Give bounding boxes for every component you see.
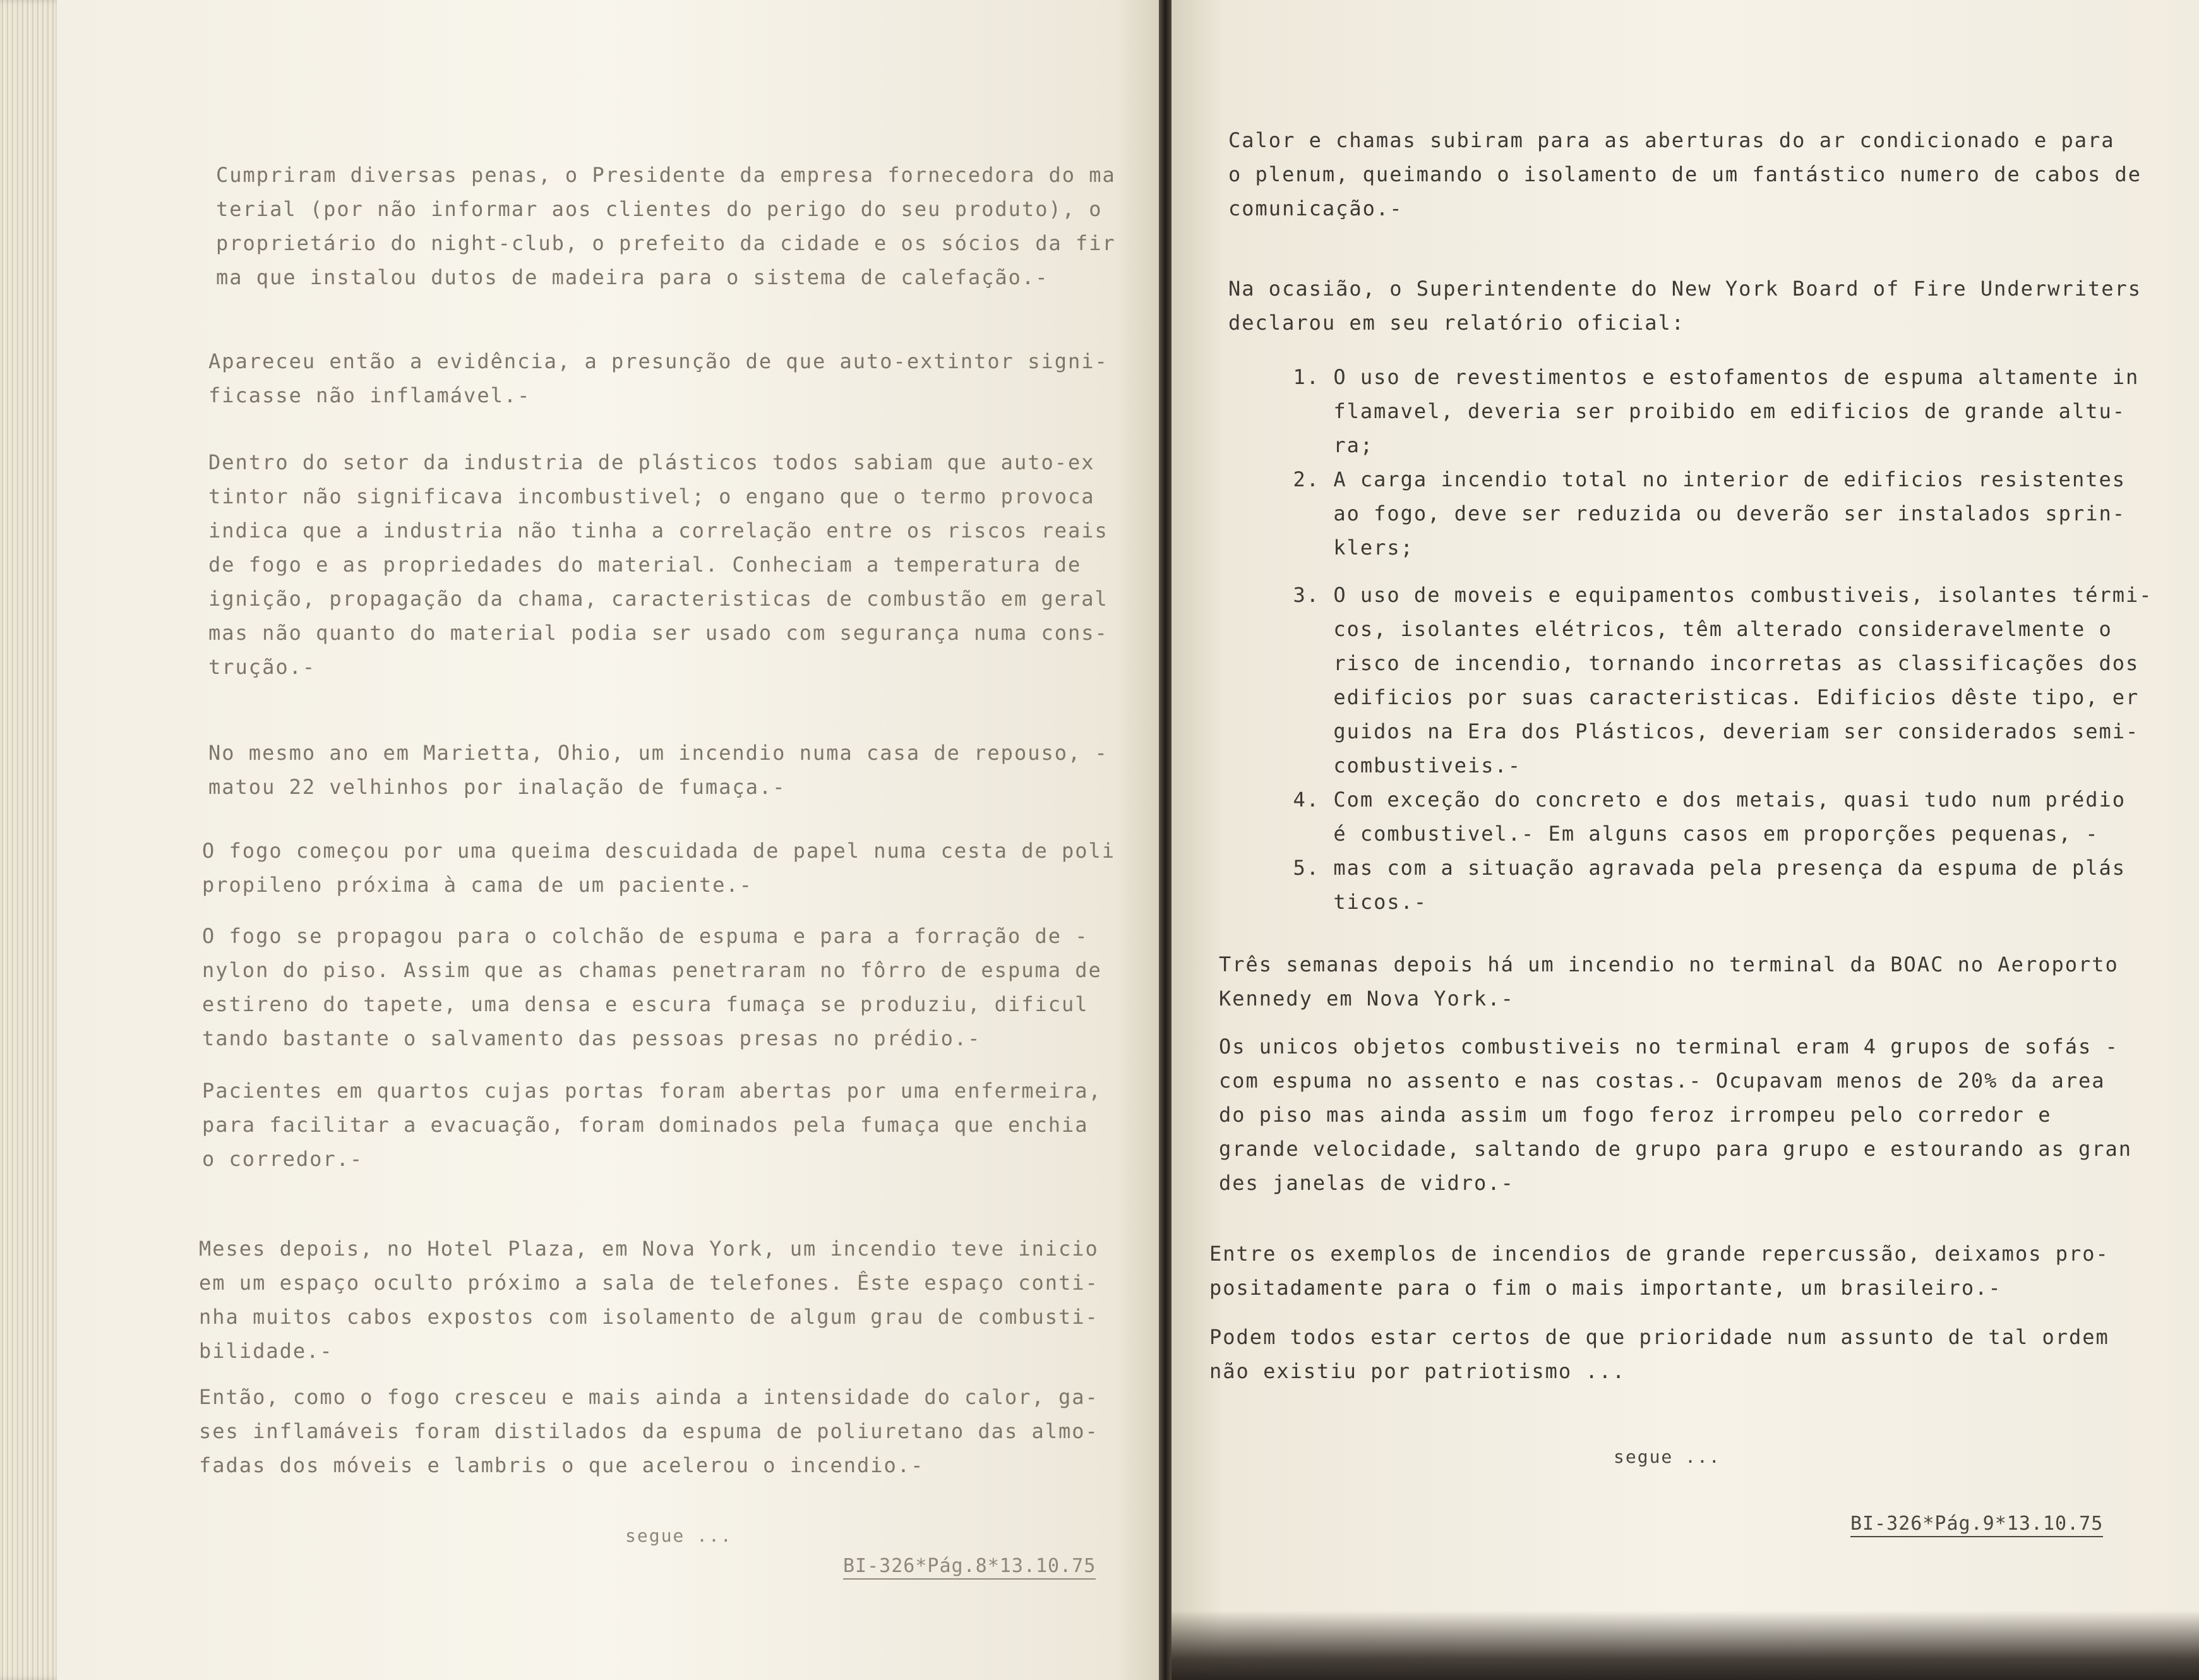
left-paragraph-7: Pacientes em quartos cujas portas foram abertas por uma enfermeira, para facilitar a evacuação, foram dominados pela fumaça que enchia o corredor.- bbox=[202, 1079, 1102, 1171]
right-paragraph-1: Calor e chamas subiram para as aberturas do ar condicionado e para o plenum, queimando o isolamento de um fantástico numero de cabos de comunicação.- bbox=[1228, 128, 2142, 220]
left-paragraph-9: Então, como o fogo cresceu e mais ainda a intensidade do calor, ga- ses inflamáveis foram distilados da espuma de poliuretano das almo- fadas dos móveis e lambris o que acelerou o incendio.- bbox=[199, 1385, 1099, 1477]
left-paragraph-4: No mesmo ano em Marietta, Ohio, um incendio numa casa de repouso, - matou 22 velhinhos por inalação de fumaça.- bbox=[208, 741, 1108, 799]
left-paragraph-3: Dentro do setor da industria de plásticos todos sabiam que auto-ex tintor não significava incombustivel; o engano que o termo provoca indica que a industria não tinha a correlação entre os riscos reais de fogo e as propriedades do material. Conheciam a temperatura de ignição, propagação da chama, caracteristicas de combustão em geral mas não quanto do material podia ser usado com segurança numa cons- trução.- bbox=[208, 450, 1108, 679]
left-paragraph-8: Meses depois, no Hotel Plaza, em Nova York, um incendio teve inicio em um espaço oculto próximo a sala de telefones. Êste espaço conti- nha muitos cabos expostos com isolamento de algum grau de combusti- bilidade.- bbox=[199, 1237, 1099, 1363]
right-list-items-3-5: 3. O uso de moveis e equipamentos combustiveis, isolantes térmi- cos, isolantes elétricos, têm alterado consideravelmente o risco de incendio, tornando incorretas as classificações dos edificios por suas caracteristicas. Edificios dêste tipo, er guidos na Era dos Plásticos, deveriam ser considerados semi- combustiveis.- 4. Com exceção do concreto e dos metais, quasi tudo num prédio é combustivel.- Em alguns casos em proporções pequenas, - 5. mas com a situação agravada pela presença da espuma de plás ticos.- bbox=[1293, 583, 2153, 914]
left-paragraph-2: Apareceu então a evidência, a presunção de que auto-extintor signi- ficasse não inflamável.- bbox=[208, 349, 1108, 407]
left-page bbox=[57, 0, 1159, 1680]
right-paragraph-2: Na ocasião, o Superintendente do New York Board of Fire Underwriters declarou em seu relatório oficial: bbox=[1228, 277, 2142, 335]
left-page-reference: BI-326*Pág.8*13.10.75 bbox=[843, 1555, 1096, 1580]
book-gutter bbox=[1159, 0, 1171, 1680]
left-paragraph-1: Cumpriram diversas penas, o Presidente da empresa fornecedora do ma terial (por não informar aos clientes do perigo do seu produto), o proprietário do night-club, o prefeito da cidade e os sócios da fir ma que instalou dutos de madeira para o sistema de calefação.- bbox=[216, 163, 1116, 289]
right-list-items-1-2: 1. O uso de revestimentos e estofamentos de espuma altamente in flamavel, deveria ser proibido em edificios de grande altu- ra; 2. A carga incendio total no interior de edificios resistentes ao fogo, deve ser reduzida ou deverão ser instalados sprin- klers; bbox=[1293, 365, 2140, 560]
right-page bbox=[1171, 0, 2199, 1680]
right-paragraph-3: Três semanas depois há um incendio no terminal da BOAC no Aeroporto Kennedy em Nova York.- bbox=[1219, 952, 2119, 1011]
right-paragraph-6: Podem todos estar certos de que prioridade num assunto de tal ordem não existiu por patriotismo ... bbox=[1209, 1325, 2109, 1383]
right-paragraph-4: Os unicos objetos combustiveis no terminal eram 4 grupos de sofás - com espuma no assento e nas costas.- Ocupavam menos de 20% da area do piso mas ainda assim um fogo feroz irrompeu pelo corredor e grande velocidade, saltando de grupo para grupo e estourando as gran des janelas de vidro.- bbox=[1219, 1035, 2133, 1195]
left-follow-note: segue ... bbox=[625, 1525, 733, 1546]
right-page-reference: BI-326*Pág.9*13.10.75 bbox=[1850, 1513, 2103, 1537]
left-paragraph-6: O fogo se propagou para o colchão de espuma e para a forração de - nylon do piso. Assim que as chamas penetraram no fôrro de espuma de estireno do tapete, uma densa e escura fumaça se produziu, dificul tando bastante o salvamento das pessoas presas no prédio.- bbox=[202, 924, 1102, 1050]
page-bottom-shadow bbox=[1171, 1611, 2199, 1680]
right-paragraph-5: Entre os exemplos de incendios de grande repercussão, deixamos pro- positadamente para o fim o mais importante, um brasileiro.- bbox=[1209, 1242, 2109, 1300]
left-paragraph-5: O fogo começou por uma queima descuidada de papel numa cesta de poli propileno próxima à cama de um paciente.- bbox=[202, 839, 1116, 897]
right-follow-note: segue ... bbox=[1614, 1446, 1721, 1467]
